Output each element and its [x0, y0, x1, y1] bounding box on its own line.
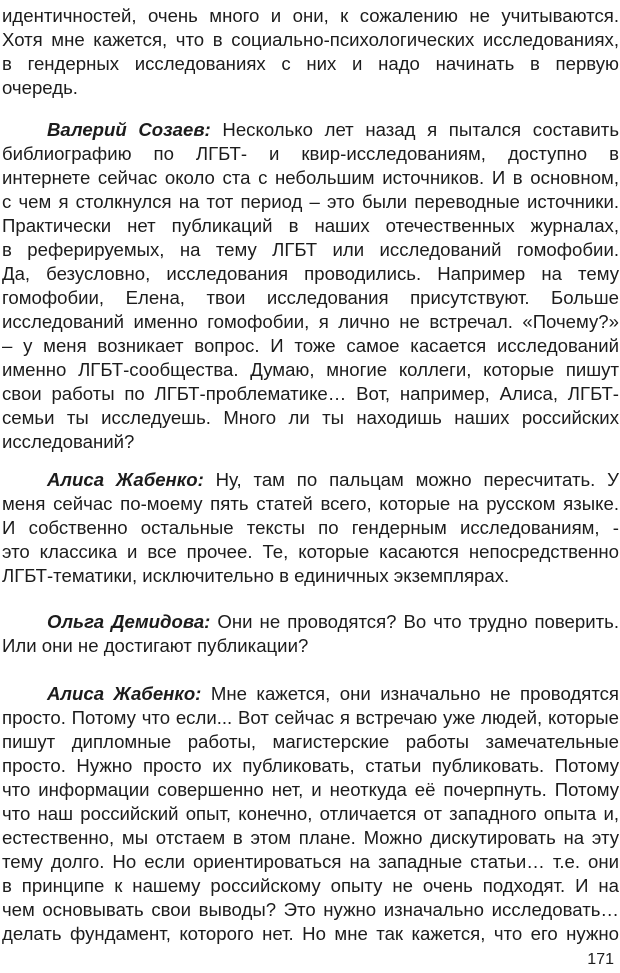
text-line: Алиса Жабенко: Мне кажется, они изначально не проводятся — [47, 683, 619, 704]
text-line: с чем я столкнулся на тот период – это были переводные источники. — [2, 191, 619, 212]
speaker-name: Алиса Жабенко: — [47, 469, 204, 490]
text-line: делать фундамент, которого нет. Но мне так кажется, что его нужно — [2, 923, 619, 944]
speaker-name: Ольга Демидова: — [47, 611, 211, 632]
text-line: именно ЛГБТ-сообщества. Думаю, многие коллеги, которые пишут — [2, 359, 619, 380]
text-line: меня сейчас по-моему пять статей всего, которые на русском языке. — [2, 493, 619, 514]
text-line: интернете сейчас около ста с небольшим источников. И в основном, — [2, 167, 619, 188]
speaker-name: Алиса Жабенко: — [47, 683, 202, 704]
text-line: исследований именно гомофобии, я лично не встречал. «Почему?» — [2, 311, 619, 332]
text-line: Практически нет публикаций в наших отечественных журналах, — [2, 215, 619, 236]
text-line: в принципе к нашему российскому опыту не очень подходят. И на — [2, 875, 619, 896]
text-line: Ольга Демидова: Они не проводятся? Во что трудно поверить. — [47, 611, 619, 632]
text-line: библиографию по ЛГБТ- и квир-исследованиям, доступно в — [2, 143, 619, 164]
text-line: семьи ты исследуешь. Много ли ты находишь наших российских — [2, 407, 619, 428]
text-line: идентичностей, очень много и они, к сожалению не учитываются. — [2, 5, 619, 26]
text-line: тему долго. Но если ориентироваться на западные статьи… т.е. они — [2, 851, 619, 872]
text-line: чем основывать свои выводы? Это нужно изначально исследовать… — [2, 899, 619, 920]
text-line: гомофобии, Елена, твои исследования присутствуют. Больше — [2, 287, 619, 308]
text-line: Да, безусловно, исследования проводились. Например на тему — [2, 263, 619, 284]
speaker-name: Валерий Созаев: — [47, 119, 211, 140]
text-line: просто. Потому что если... Вот сейчас я встречаю уже людей, которые — [2, 707, 619, 728]
text-line: это классика и все прочее. Те, которые касаются непосредственно — [2, 541, 619, 562]
text-line: что наш российский опыт, конечно, отличается от западного опыта и, — [2, 803, 619, 824]
text-line: в гендерных исследованиях с них и надо начинать в первую — [2, 53, 619, 74]
text-line: – у меня возникает вопрос. И тоже самое касается исследований — [2, 335, 619, 356]
text-line: что информации совершенно нет, и неоткуда её почерпнуть. Потому — [2, 779, 619, 800]
text-line: естественно, мы отстаем в этом плане. Можно дискутировать на эту — [2, 827, 619, 848]
text-line: ЛГБТ-тематики, исключительно в единичных экземплярах. — [2, 565, 510, 586]
text-line: в реферируемых, на тему ЛГБТ или исследований гомофобии. — [2, 239, 619, 260]
text-line: И собственно остальные тексты по гендерным исследованиям, - — [2, 517, 619, 538]
page-number: 171 — [587, 951, 614, 968]
text-line: Хотя мне кажется, что в социально-психологических исследованиях, — [2, 29, 619, 50]
text-line: исследований? — [2, 431, 135, 452]
text-line: Валерий Созаев: Несколько лет назад я пытался составить — [47, 119, 620, 140]
text-line: очередь. — [2, 77, 78, 98]
text-line: Или они не достигают публикации? — [2, 635, 309, 656]
text-line: пишут дипломные работы, магистерские работы замечательные — [2, 731, 619, 752]
text-line: просто. Нужно просто их публиковать, статьи публиковать. Потому — [2, 755, 619, 776]
text-line: свои работы по ЛГБТ-проблематике… Вот, например, Алиса, ЛГБТ- — [2, 383, 619, 404]
text-line: Алиса Жабенко: Ну, там по пальцам можно пересчитать. У — [47, 469, 619, 490]
